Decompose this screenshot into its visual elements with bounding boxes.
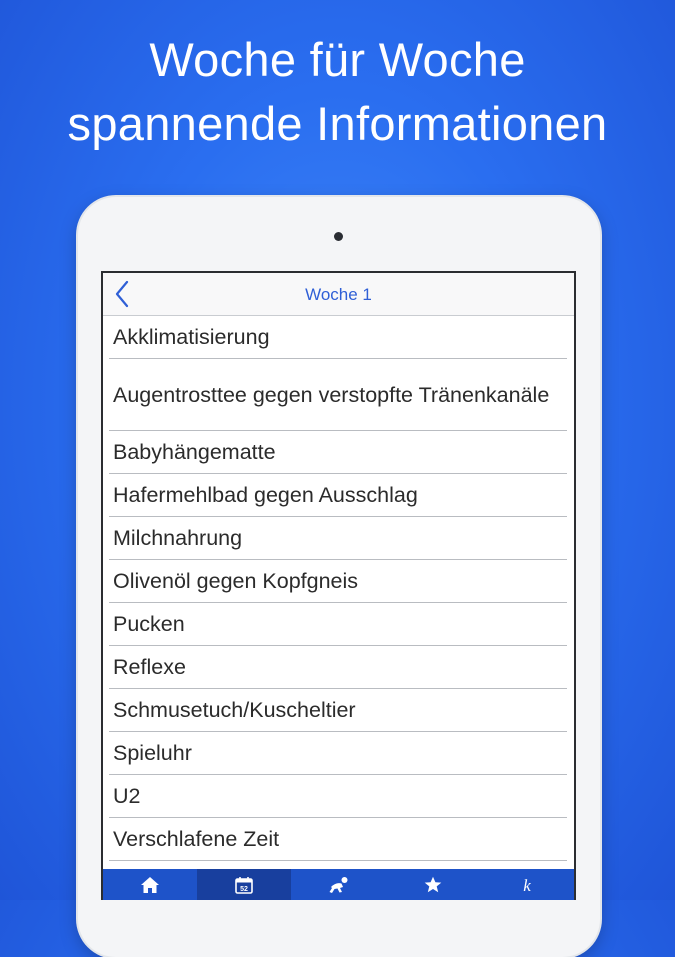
k-logo-label: k (523, 875, 531, 894)
star-icon (423, 876, 443, 894)
baby-crawling-icon (328, 876, 350, 894)
home-icon (140, 876, 160, 894)
list-item[interactable]: Olivenöl gegen Kopfgneis (109, 560, 567, 603)
k-logo-icon (518, 876, 536, 894)
list-item[interactable]: Schmusetuch/Kuscheltier (109, 689, 567, 732)
list-item[interactable]: Augentrosttee gegen verstopfte Tränenkanäle (109, 359, 567, 431)
tab-favorites[interactable] (386, 869, 480, 900)
list-item[interactable]: Akklimatisierung (109, 316, 567, 359)
list-item[interactable]: Reflexe (109, 646, 567, 689)
back-button[interactable] (111, 279, 135, 309)
topic-list (103, 316, 574, 861)
list-item[interactable]: Spieluhr (109, 732, 567, 775)
headline-line-1: Woche für Woche (149, 33, 526, 86)
navigation-bar (103, 273, 574, 316)
app-screen (101, 271, 576, 900)
list-item[interactable]: Milchnahrung (109, 517, 567, 560)
list-item[interactable]: Hafermehlbad gegen Ausschlag (109, 474, 567, 517)
list-item[interactable]: U2 (109, 775, 567, 818)
headline (0, 28, 675, 156)
tab-about[interactable] (480, 869, 574, 900)
list-item[interactable]: Babyhängematte (109, 431, 567, 474)
camera-icon (334, 232, 343, 241)
tab-home[interactable] (103, 869, 197, 900)
calendar-icon-label: 52 (240, 885, 249, 893)
calendar-icon (234, 876, 254, 894)
list-item[interactable]: Verschlafene Zeit (109, 818, 567, 861)
page-title: Woche 1 (305, 285, 372, 304)
tab-weeks[interactable] (197, 869, 291, 900)
chevron-left-icon (111, 279, 135, 309)
list-item[interactable]: Pucken (109, 603, 567, 646)
headline-line-2: spannende Informationen (67, 97, 608, 150)
tab-bar (103, 869, 574, 900)
tab-development[interactable] (291, 869, 385, 900)
